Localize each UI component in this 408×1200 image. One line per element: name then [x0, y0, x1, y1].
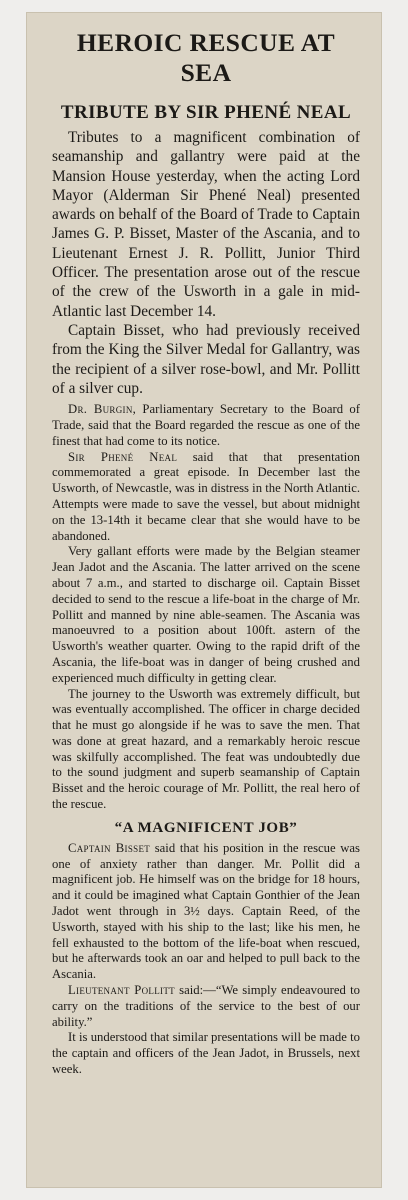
speaker-name: Dr. Burgin,	[68, 402, 137, 417]
body-paragraph	[52, 983, 360, 1030]
paragraph-text: said:—“We simply endeavoured to carry on the traditions of the service to the best of our ability.”	[52, 983, 360, 1029]
lead-paragraph: Captain Bisset, who had previously received from the King the Silver Medal for Gallantry, was the recipient of a silver rose-bowl, and Mr. Pollitt of a silver cup.	[52, 321, 360, 397]
speaker-name: Captain Bisset	[68, 840, 151, 855]
body-paragraph: The journey to the Usworth was extremely difficult, but was eventually accomplished. The officer in charge decided that he must go alongside if he was to save the men. That was done at great hazard, and a remarkably heroic rescue was skilfully accomplished. The feat was undoubtedly due to the sound judgment and superb seamanship of Captain Bisset and the heroic courage of Mr. Pollitt, the real hero of the rescue.	[52, 686, 360, 812]
speaker-name: Sir Phené Neal	[68, 449, 178, 464]
lead-paragraph: Tributes to a magnificent combination of seamanship and gallantry were paid at the Mansion House yesterday, when the acting Lord Mayor (Alderman Sir Phené Neal) presented awards on behalf of the Board of Trade to Captain James G. P. Bisset, Master of the Ascania, and to Lieutenant Ernest J. R. Pollitt, Junior Third Officer. The presentation arose out of the rescue of the crew of the Usworth in a gale in mid-Atlantic last December 14.	[52, 129, 360, 320]
paragraph-text: said that that presentation commemorated a great episode. In December last the Usworth, of Newcastle, was in distress in the North Atlantic. Attempts were made to save the vessel, but about midnight on the 13-14th it became clear that she would have to be abandoned.	[52, 449, 360, 543]
speaker-name: Lieutenant Pollitt	[68, 983, 175, 998]
body-paragraph: It is understood that similar presentations will be made to the captain and officers of the Jean Jadot, in Brussels, next week.	[52, 1030, 360, 1077]
headline: HEROIC RESCUE AT SEA	[76, 28, 336, 87]
body-paragraph	[52, 450, 360, 545]
paragraph-text: said that his position in the rescue was one of anxiety rather than danger. Mr. Pollit did a magnificent job. He himself was on the bridge for 18 hours, and it could be imagined what Captain Gonthier of the Jean Jadot went through in 3½ days. Captain Reed, of the Usworth, stayed with his ship to the last; like his men, he fell exhausted to the bottom of the life-boat when rescued, but he afterwards took an oar and helped to pull back to the Ascania.	[52, 840, 360, 982]
body-paragraph: Very gallant efforts were made by the Belgian steamer Jean Jadot and the Ascania. The latter arrived on the scene about 7 a.m., and started to discharge oil. Captain Bisset decided to send to the rescue a life-boat in the charge of Mr. Pollitt and manned by nine able-seamen. The Ascania was manoeuvred to a position about 100ft. astern of the Usworth's weather quarter. Owing to the rapid drift of the Ascania, the life-boat was in danger of being crushed and experienced much difficulty in getting clear.	[52, 544, 360, 685]
paragraph-text: Parliamentary Secretary to the Board of Trade, said that the Board regarded the rescue as one of the finest that had come to its notice.	[52, 402, 360, 448]
subheadline: TRIBUTE BY SIR PHENÉ NEAL	[60, 102, 352, 123]
newspaper-clipping	[26, 12, 382, 1188]
section-heading: “A MAGNIFICENT JOB”	[114, 819, 298, 836]
body-paragraph	[52, 841, 360, 983]
body-paragraph	[52, 402, 360, 449]
article	[26, 12, 382, 1078]
